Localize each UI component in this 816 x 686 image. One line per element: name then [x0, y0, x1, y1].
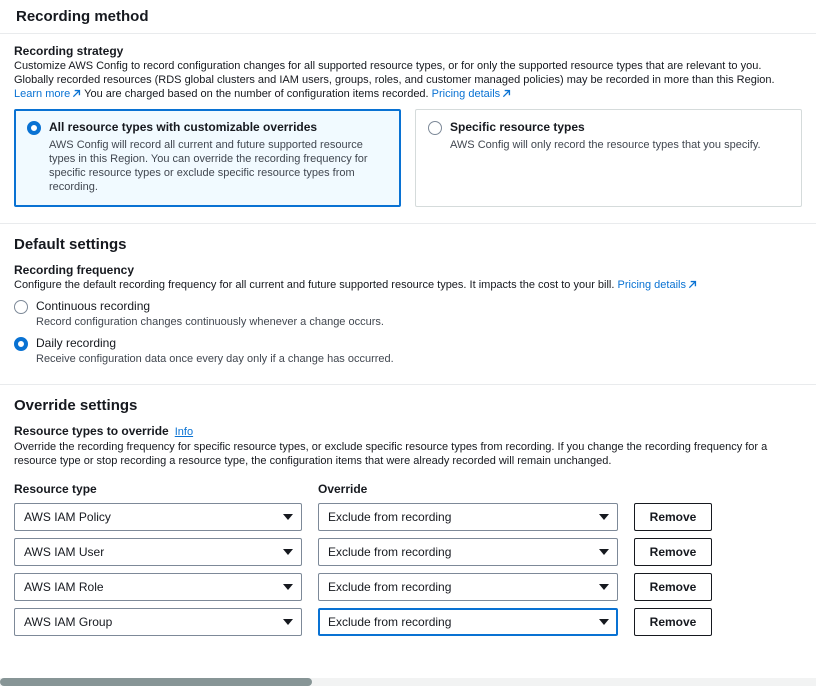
resource-type-select-2[interactable]: [14, 573, 302, 601]
recording-strategy-section: [0, 34, 816, 207]
learn-more-link[interactable]: Learn more: [14, 88, 71, 100]
external-link-icon-2: [502, 89, 511, 98]
override-select-2[interactable]: [318, 573, 618, 601]
column-header-override: Override: [318, 482, 368, 496]
default-settings-section: [0, 224, 816, 366]
option-specific-resource-types[interactable]: [415, 109, 802, 207]
option-continuous-recording-description: Record configuration changes continuously whenever a change occurs.: [36, 316, 384, 328]
chevron-down-icon: [283, 584, 293, 590]
info-link[interactable]: Info: [174, 426, 194, 438]
table-row: [14, 538, 802, 566]
option-all-resource-types-title: All resource types with customizable overrides: [49, 120, 318, 134]
override-select-1[interactable]: [318, 538, 618, 566]
recording-frequency-label: Recording frequency: [14, 263, 135, 277]
resource-type-select-0-value: AWS IAM Policy: [24, 510, 111, 524]
table-row: [14, 503, 802, 531]
remove-button-3[interactable]: Remove: [634, 608, 712, 636]
override-select-1-value: Exclude from recording: [328, 545, 452, 559]
remove-button-1[interactable]: Remove: [634, 538, 712, 566]
option-daily-recording-label: Daily recording: [36, 336, 117, 350]
override-settings-section: [0, 385, 816, 636]
table-row: [14, 608, 802, 636]
override-select-3[interactable]: [318, 608, 618, 636]
option-daily-recording[interactable]: [14, 336, 802, 351]
recording-frequency-description-text: Configure the default recording frequency for all current and future supported resource types. It impacts the cost to your bill.: [14, 279, 615, 291]
override-settings-heading: Override settings: [14, 397, 138, 414]
option-all-resource-types-row: [27, 120, 388, 135]
override-settings-description: Override the recording frequency for specific resource types, or exclude specific resource types from recording. If you change the recording frequency for a resource type or stop recording a resource type, the configuration items that were already recorded will remain unchanged.: [14, 441, 768, 467]
chevron-down-icon: [599, 584, 609, 590]
remove-button-0[interactable]: Remove: [634, 503, 712, 531]
option-specific-resource-types-title: Specific resource types: [450, 120, 585, 134]
chevron-down-icon: [599, 619, 609, 625]
chevron-down-icon: [599, 549, 609, 555]
resource-type-select-0[interactable]: [14, 503, 302, 531]
horizontal-scrollbar[interactable]: [0, 678, 816, 686]
option-specific-resource-types-row: [428, 120, 789, 135]
option-continuous-recording-label: Continuous recording: [36, 299, 151, 313]
resource-type-select-3[interactable]: [14, 608, 302, 636]
table-row: [14, 573, 802, 601]
resource-type-select-3-value: AWS IAM Group: [24, 615, 113, 629]
horizontal-scrollbar-thumb[interactable]: [0, 678, 312, 686]
override-select-2-value: Exclude from recording: [328, 580, 452, 594]
option-specific-resource-types-description: AWS Config will only record the resource types that you specify.: [450, 139, 761, 151]
resource-type-select-1[interactable]: [14, 538, 302, 566]
resource-types-to-override-label: Resource types to override: [14, 424, 169, 438]
recording-frequency-description: [14, 278, 802, 292]
radio-specific-resource-types[interactable]: [428, 121, 442, 135]
resource-type-select-2-value: AWS IAM Role: [24, 580, 104, 594]
panel-header: [0, 0, 816, 34]
external-link-icon: [72, 89, 81, 98]
override-table-header: [14, 482, 802, 496]
radio-daily-recording[interactable]: [14, 337, 28, 351]
resource-type-select-1-value: AWS IAM User: [24, 545, 105, 559]
resource-types-to-override-row: [14, 424, 802, 438]
recording-strategy-description-text1: Customize AWS Config to record configuration changes for all supported resource types, or for only the supported resource types that are relevant to you. Globally recorded resources (RDS global clusters and IAM users, groups, roles, and customer managed policies) may be recorded in more than this Region.: [14, 60, 775, 86]
recording-strategy-description-text2: You are charged based on the number of configuration items recorded.: [84, 88, 429, 100]
recording-strategy-options: [14, 109, 802, 207]
recording-strategy-heading: Recording strategy: [14, 44, 124, 58]
column-header-resource-type: Resource type: [14, 482, 97, 496]
default-settings-heading: Default settings: [14, 236, 127, 253]
remove-button-2[interactable]: Remove: [634, 573, 712, 601]
option-continuous-recording[interactable]: [14, 299, 802, 314]
override-select-0[interactable]: [318, 503, 618, 531]
override-select-3-value: Exclude from recording: [328, 615, 452, 629]
recording-strategy-description: [14, 59, 802, 101]
option-daily-recording-description: Receive configuration data once every day only if a change has occurred.: [36, 353, 394, 365]
option-all-resource-types[interactable]: [14, 109, 401, 207]
chevron-down-icon: [283, 619, 293, 625]
chevron-down-icon: [283, 514, 293, 520]
option-all-resource-types-description: AWS Config will record all current and future supported resource types in this Region. You can override the recording frequency for specific resource types or exclude specific resource types from recording.: [49, 139, 368, 193]
radio-continuous-recording[interactable]: [14, 300, 28, 314]
pricing-details-link-frequency[interactable]: Pricing details: [617, 279, 686, 291]
radio-all-resource-types[interactable]: [27, 121, 41, 135]
pricing-details-link-strategy[interactable]: Pricing details: [431, 88, 501, 100]
chevron-down-icon: [599, 514, 609, 520]
external-link-icon-3: [688, 280, 697, 289]
override-select-0-value: Exclude from recording: [328, 510, 452, 524]
page-title: Recording method: [16, 8, 149, 25]
chevron-down-icon: [283, 549, 293, 555]
